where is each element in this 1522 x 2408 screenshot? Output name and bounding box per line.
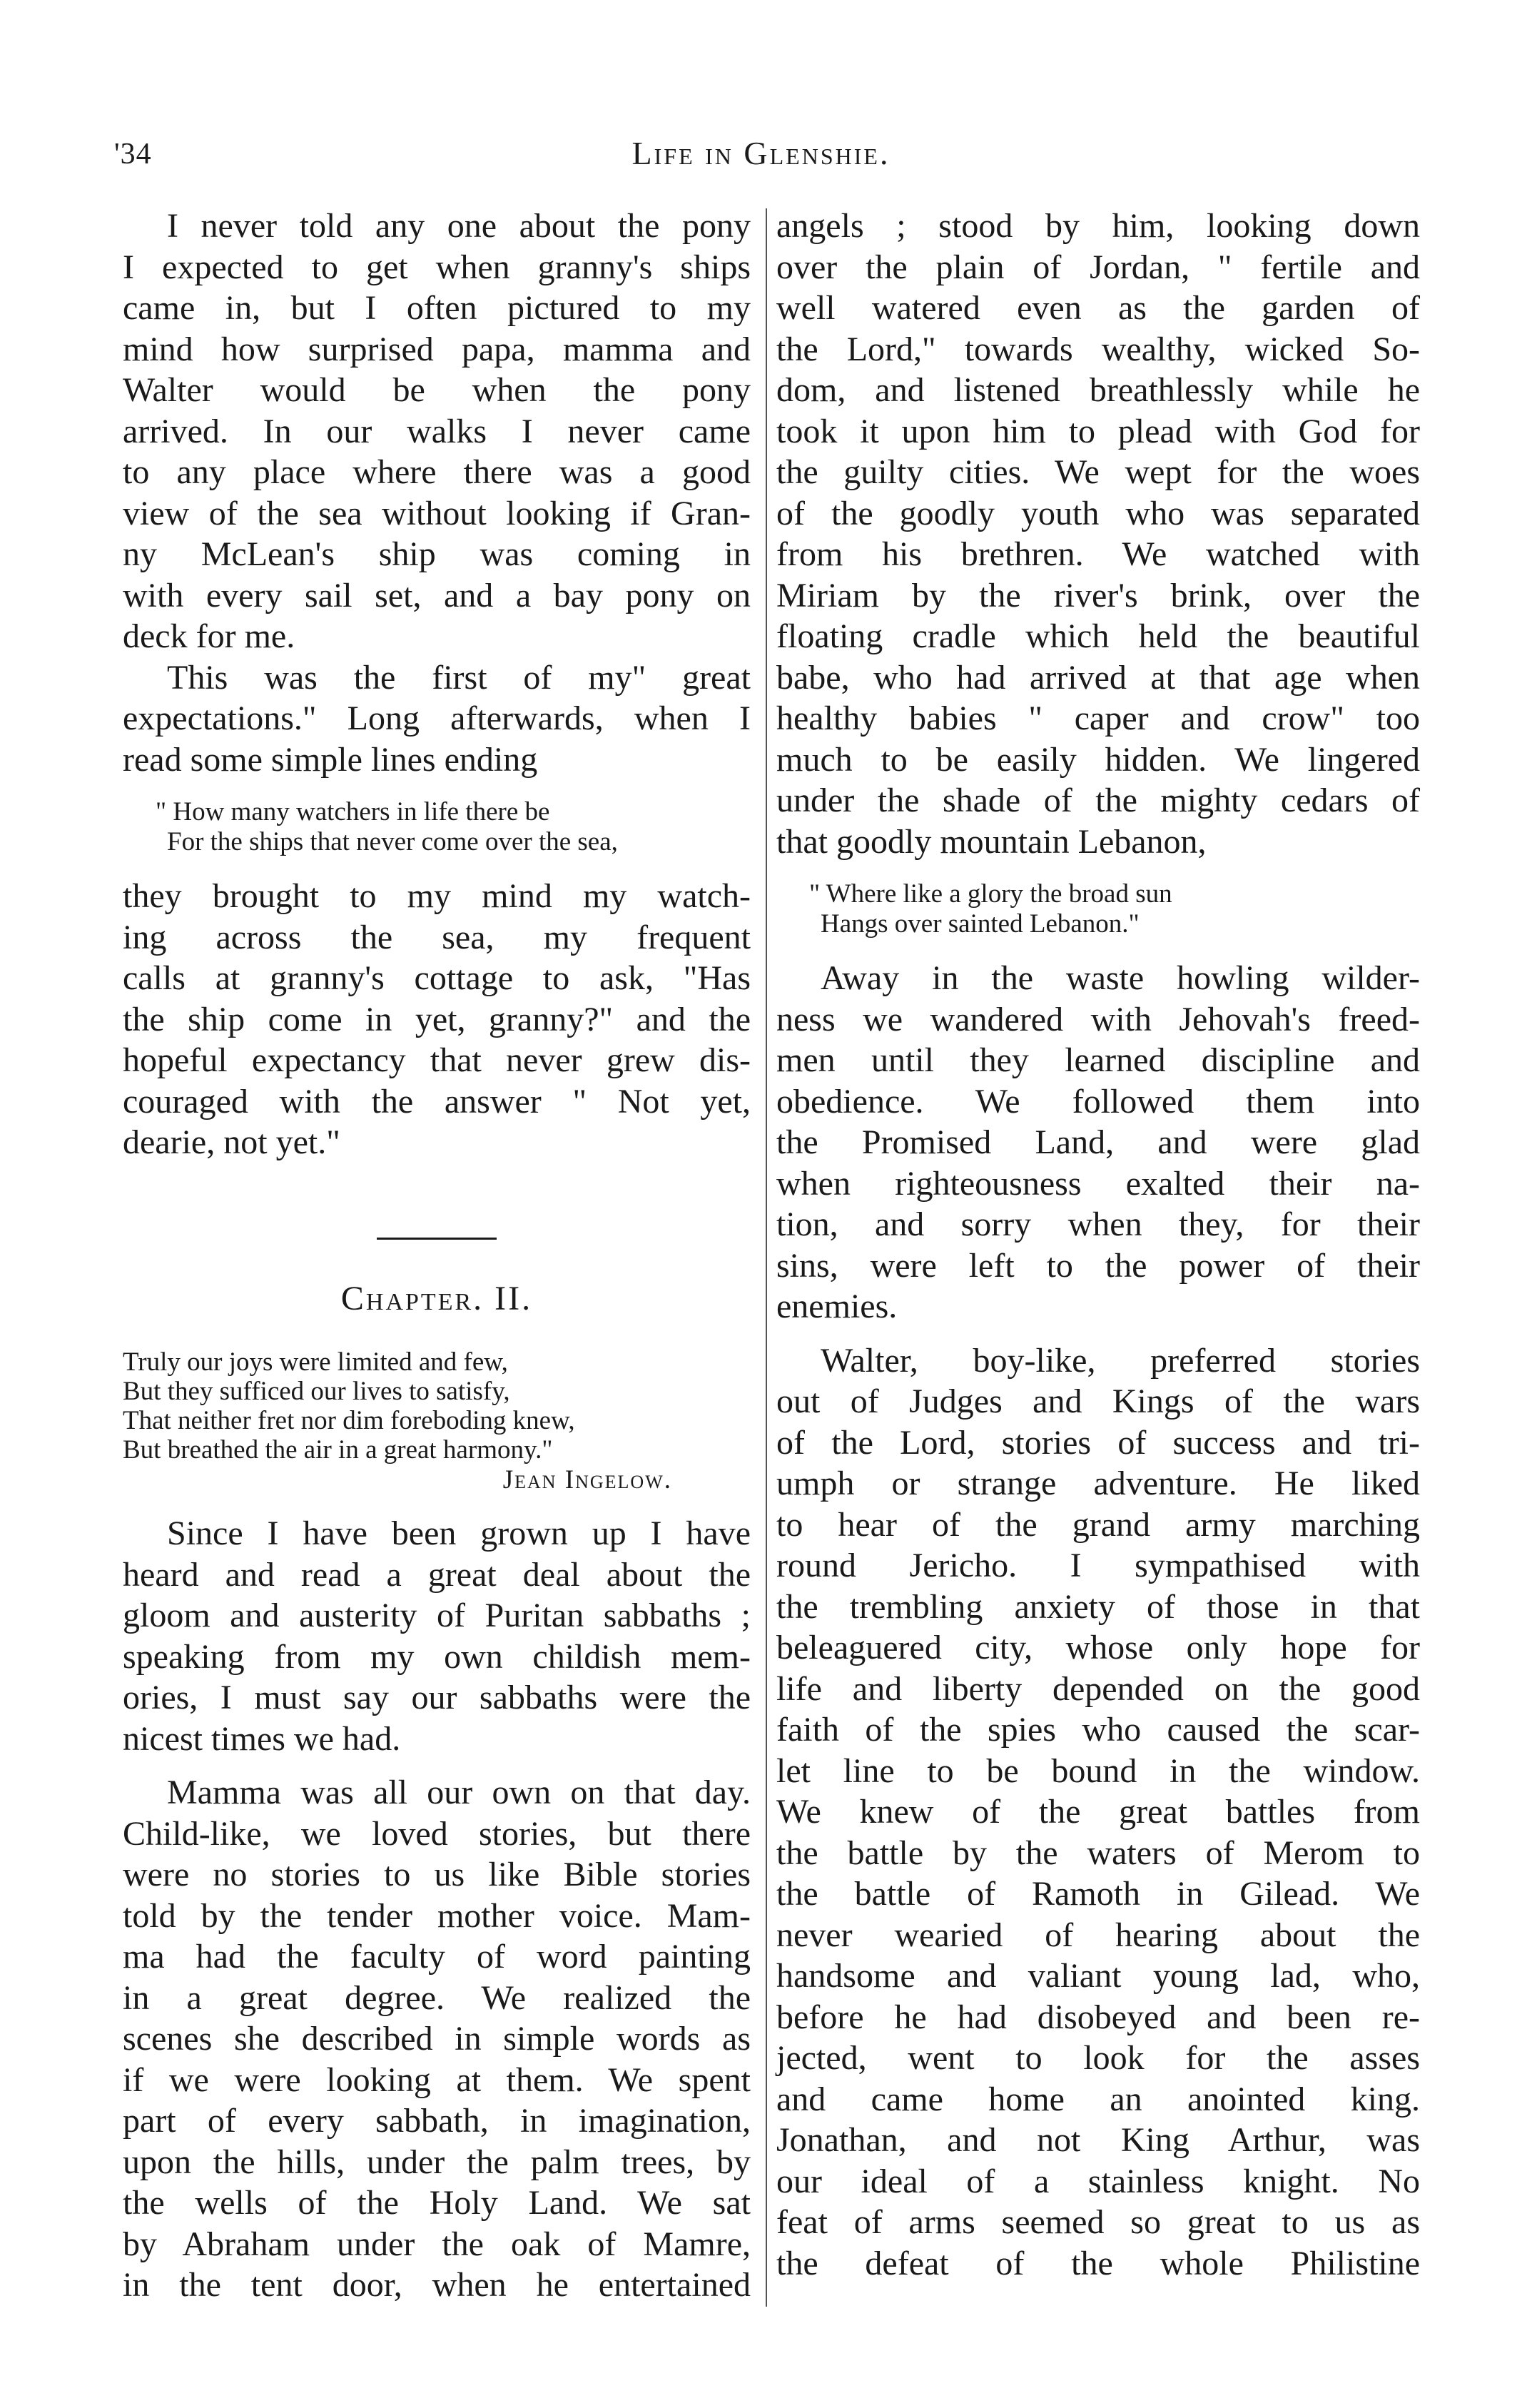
paragraph bbox=[123, 1772, 751, 2306]
text-line: beleaguered city, whose only hope for bbox=[776, 1629, 1420, 1666]
text-line: before he had disobeyed and been re- bbox=[776, 1998, 1420, 2036]
text-line: the battle of Ramoth in Gilead. We bbox=[776, 1875, 1420, 1913]
text-line: healthy babies " caper and crow" too bbox=[776, 699, 1420, 737]
text-line: part of every sabbath, in imagination, bbox=[123, 2102, 751, 2140]
text-line: the guilty cities. We wept for the woes bbox=[776, 453, 1420, 491]
text-line: floating cradle which held the beautiful bbox=[776, 617, 1420, 655]
running-head: Life in Glenshie. bbox=[631, 135, 891, 171]
text-line: hopeful expectancy that never grew dis- bbox=[123, 1041, 751, 1079]
column-divider bbox=[766, 208, 767, 2307]
text-line: dearie, not yet." bbox=[123, 1123, 340, 1161]
text-line: out of Judges and Kings of the wars bbox=[776, 1382, 1420, 1420]
text-line: and came home an anointed king. bbox=[776, 2080, 1420, 2118]
text-line: faith of the spies who caused the scar- bbox=[776, 1711, 1420, 1749]
text-line: ny McLean's ship was coming in bbox=[123, 535, 751, 573]
text-line: mind how surprised papa, mamma and bbox=[123, 330, 751, 368]
text-line: were no stories to us like Bible stories bbox=[123, 1856, 751, 1893]
quote-line: " How many watchers in life there be bbox=[156, 797, 550, 826]
text-line: scenes she described in simple words as bbox=[123, 2020, 751, 2058]
text-line: they brought to my mind my watch- bbox=[123, 877, 751, 915]
text-line: Miriam by the river's brink, over the bbox=[776, 576, 1420, 614]
text-line: let line to be bound in the window. bbox=[776, 1751, 1420, 1790]
text-line: never wearied of hearing about the bbox=[776, 1916, 1420, 1954]
chapter-rule bbox=[377, 1238, 497, 1240]
text-line: I expected to get when granny's ships bbox=[123, 248, 751, 286]
epigraph bbox=[123, 1347, 751, 1464]
text-line: handsome and valiant young lad, who, bbox=[776, 1957, 1420, 1995]
text-line: read some simple lines ending bbox=[123, 740, 538, 779]
text-line: nicest times we had. bbox=[123, 1719, 401, 1758]
paragraph bbox=[123, 657, 751, 781]
block-quote bbox=[776, 879, 1420, 939]
text-line: upon the hills, under the palm trees, by bbox=[123, 2143, 751, 2181]
text-line: ness we wandered with Jehovah's freed- bbox=[776, 1000, 1420, 1038]
text-line: I never told any one about the pony bbox=[167, 207, 751, 245]
text-line: Jonathan, and not King Arthur, was bbox=[776, 2121, 1420, 2159]
epigraph-author: Jean Ingelow. bbox=[502, 1465, 672, 1494]
text-line: in the tent door, when he entertained bbox=[123, 2266, 751, 2304]
text-line: speaking from my own childish mem- bbox=[123, 1637, 751, 1676]
text-line: Since I have been grown up I have bbox=[167, 1514, 751, 1552]
text-line: view of the sea without looking if Gran- bbox=[123, 494, 751, 532]
text-line: We knew of the great battles from bbox=[776, 1793, 1420, 1831]
text-line: of the goodly youth who was separated bbox=[776, 494, 1420, 532]
text-line: from his brethren. We watched with bbox=[776, 535, 1420, 573]
quote-line: Hangs over sainted Lebanon." bbox=[821, 909, 1140, 939]
quote-line: " Where like a glory the broad sun bbox=[809, 879, 1172, 909]
text-line: couraged with the answer " Not yet, bbox=[123, 1082, 751, 1120]
text-line: took it upon him to plead with God for bbox=[776, 412, 1420, 450]
text-line: the Lord," towards wealthy, wicked So- bbox=[776, 330, 1420, 368]
text-line: obedience. We followed them into bbox=[776, 1082, 1420, 1120]
text-line: expectations." Long afterwards, when I bbox=[123, 699, 751, 737]
text-line: over the plain of Jordan, " fertile and bbox=[776, 248, 1420, 286]
text-line: came in, but I often pictured to my bbox=[123, 289, 751, 327]
text-line: men until they learned discipline and bbox=[776, 1041, 1420, 1079]
text-line: with every sail set, and a bay pony on bbox=[123, 576, 751, 614]
text-line: tion, and sorry when they, for their bbox=[776, 1205, 1420, 1243]
text-line: ma had the faculty of word painting bbox=[123, 1938, 751, 1976]
text-line: Away in the waste howling wilder- bbox=[821, 959, 1420, 997]
text-line: ing across the sea, my frequent bbox=[123, 918, 751, 956]
text-line: arrived. In our walks I never came bbox=[123, 412, 751, 450]
text-line: that goodly mountain Lebanon, bbox=[776, 822, 1207, 861]
text-line: in a great degree. We realized the bbox=[123, 1978, 751, 2017]
text-line: of the Lord, stories of success and tri- bbox=[776, 1423, 1420, 1462]
paragraph bbox=[776, 1340, 1420, 2285]
text-line: the battle by the waters of Merom to bbox=[776, 1833, 1420, 1872]
paragraph bbox=[123, 206, 751, 657]
text-line: babe, who had arrived at that age when bbox=[776, 658, 1420, 697]
page-number: '34 bbox=[114, 138, 152, 171]
text-line: by Abraham under the oak of Mamre, bbox=[123, 2225, 751, 2263]
text-line: Walter, boy-like, preferred stories bbox=[821, 1341, 1420, 1380]
text-line: angels ; stood by him, looking down bbox=[776, 207, 1420, 245]
text-line: enemies. bbox=[776, 1288, 898, 1325]
text-line: heard and read a great deal about the bbox=[123, 1555, 751, 1594]
text-line: sins, were left to the power of their bbox=[776, 1246, 1420, 1285]
quote-line: For the ships that never come over the sea, bbox=[167, 827, 618, 856]
text-line: jected, went to look for the asses bbox=[776, 2039, 1420, 2077]
text-line: Child-like, we loved stories, but there bbox=[123, 1814, 751, 1853]
text-line: well watered even as the garden of bbox=[776, 289, 1420, 327]
text-line: life and liberty depended on the good bbox=[776, 1669, 1420, 1708]
text-line: umph or strange adventure. He liked bbox=[776, 1464, 1420, 1502]
paragraph bbox=[123, 876, 751, 1163]
paragraph bbox=[123, 1513, 751, 1759]
chapter-heading: Chapter. II. bbox=[340, 1279, 533, 1317]
text-line: much to be easily hidden. We lingered bbox=[776, 740, 1420, 779]
text-line: our ideal of a stainless knight. No bbox=[776, 2162, 1420, 2200]
text-line: the defeat of the whole Philistine bbox=[776, 2244, 1420, 2282]
text-line: deck for me. bbox=[123, 617, 295, 655]
paragraph bbox=[776, 206, 1420, 862]
quote-line: Truly our joys were limited and few, bbox=[123, 1347, 508, 1377]
text-line: to any place where there was a good bbox=[123, 453, 751, 491]
text-line: if we were looking at them. We spent bbox=[123, 2060, 751, 2099]
text-line: gloom and austerity of Puritan sabbaths ; bbox=[123, 1597, 751, 1634]
text-line: This was the first of my" great bbox=[167, 658, 751, 697]
text-line: the wells of the Holy Land. We sat bbox=[123, 2184, 751, 2222]
quote-line: That neither fret nor dim foreboding knew, bbox=[123, 1406, 575, 1435]
text-line: ories, I must say our sabbaths were the bbox=[123, 1679, 751, 1716]
text-line: feat of arms seemed so great to us as bbox=[776, 2203, 1420, 2241]
text-line: told by the tender mother voice. Mam- bbox=[123, 1896, 751, 1935]
text-line: the ship come in yet, granny?" and the bbox=[123, 1000, 751, 1038]
text-line: Walter would be when the pony bbox=[123, 371, 751, 409]
text-line: dom, and listened breathlessly while he bbox=[776, 371, 1420, 409]
text-line: under the shade of the mighty cedars of bbox=[776, 781, 1420, 819]
text-line: the Promised Land, and were glad bbox=[776, 1123, 1420, 1161]
text-line: to hear of the grand army marching bbox=[776, 1505, 1420, 1544]
quote-line: But breathed the air in a great harmony." bbox=[123, 1435, 553, 1464]
paragraph bbox=[776, 958, 1420, 1327]
text-line: calls at granny's cottage to ask, "Has bbox=[123, 959, 751, 997]
block-quote bbox=[123, 797, 751, 857]
right-column bbox=[776, 206, 1420, 2284]
left-column bbox=[123, 206, 751, 2306]
text-line: the trembling anxiety of those in that bbox=[776, 1587, 1420, 1626]
quote-line: But they sufficed our lives to satisfy, bbox=[123, 1377, 510, 1406]
text-line: Mamma was all our own on that day. bbox=[167, 1774, 751, 1811]
text-line: round Jericho. I sympathised with bbox=[776, 1547, 1420, 1584]
text-line: when righteousness exalted their na- bbox=[776, 1164, 1420, 1203]
